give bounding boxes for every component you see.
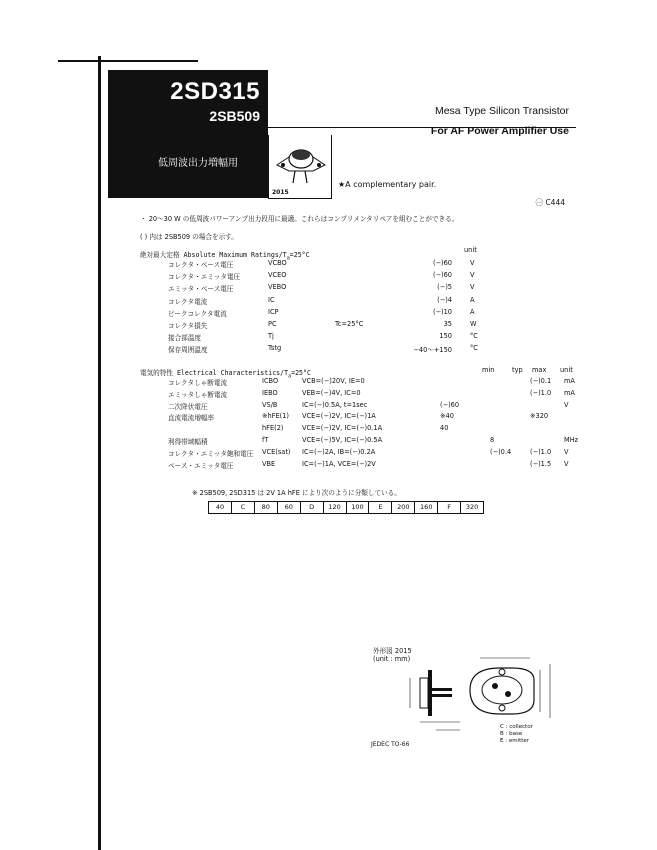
abs-max-heading: 絶対最大定格 Absolute Maximum Ratings/$T_a=25^\circ C$ (140, 251, 310, 262)
elec-param-min: (−)60 (440, 400, 460, 409)
abs-param-symbol: VCEO (268, 271, 287, 280)
left-margin-rule (98, 56, 101, 850)
abs-param-value: 35 (443, 320, 452, 328)
transistor-type: Mesa Type Silicon Transistor (434, 105, 569, 117)
hfe-rank-cell: 100 (347, 502, 370, 513)
abs-param-unit: V (470, 283, 475, 292)
elec-param-condition: VCE=(−)2V, IC=(−)1A (302, 412, 376, 421)
abs-param-name: コレクタ・エミッタ電圧 (168, 273, 241, 282)
abs-param-value: (−)60 (432, 259, 452, 267)
abs-param-unit: W (470, 320, 477, 328)
elec-param-symbol: ※hFE(1) (262, 412, 290, 421)
elec-param-symbol: fT (262, 436, 269, 444)
elec-param-unit: mA (564, 377, 575, 385)
elec-param-max: (−)1.5 (530, 459, 552, 468)
abs-param-name: 接合部温度 (168, 334, 201, 343)
abs-param-symbol: ICP (268, 307, 279, 316)
elec-param-symbol: VCE(sat) (262, 447, 291, 456)
abs-param-unit: V (470, 259, 475, 267)
elec-param-symbol: VBE (262, 459, 276, 468)
package-title: 外形図 2015 (373, 647, 412, 655)
elec-param-symbol: VS/B (262, 400, 278, 409)
legend-base: B : base (500, 731, 523, 737)
hfe-rank-cell: 200 (392, 502, 415, 513)
elec-param-name: 利得帯域幅積 (168, 438, 208, 446)
abs-param-name: コレクタ電流 (168, 297, 208, 306)
elec-param-condition: IC=(−)0.5A, t=1sec (302, 400, 368, 409)
abs-param-name: エミッタ・ベース電圧 (168, 285, 234, 294)
abs-param-symbol: VEBO (268, 283, 287, 292)
abs-param-name: ピークコレクタ電流 (168, 309, 227, 318)
abs-param-name: コレクタ損失 (168, 322, 208, 330)
elec-param-symbol: IEBO (262, 388, 278, 397)
abs-param-unit: A (470, 307, 475, 316)
legend-emitter: E : emitter (500, 738, 530, 744)
abs-param-value: 150 (439, 332, 452, 341)
elec-param-name: ベース・エミッタ電圧 (168, 461, 234, 470)
part-number-complement: 2SB509 (209, 108, 260, 124)
hfe-rank-cell: 320 (465, 503, 479, 511)
elec-heading: 電気的特性 Electrical Characteristics/$T_a=25^\circ C$ (140, 369, 311, 380)
document-code: ㊀ C444 (535, 198, 565, 207)
hfe-rank-cell: E (369, 502, 392, 513)
elec-param-max: (−)1.0 (530, 388, 552, 397)
elec-param-typ: (−)0.4 (490, 447, 512, 456)
elec-param-unit: mA (564, 388, 575, 397)
intro-line-1: ・ 20～30 W の低周波パワーアンプ出力段用に最適。これらはコンプリメンタリペアを組むことができる。 (140, 215, 459, 223)
elec-param-min: 40 (440, 424, 449, 433)
elec-param-unit: V (564, 400, 569, 409)
jedec-label: JEDEC TO-66 (371, 741, 410, 748)
package-label: 2015 (272, 189, 289, 196)
hfe-rank-cell: 120 (324, 502, 347, 513)
hfe-rank-cell: 80 (255, 502, 278, 513)
elec-param-min: ※40 (440, 412, 454, 421)
abs-param-name: コレクタ・ベース電圧 (168, 261, 234, 269)
abs-param-symbol: PC (268, 320, 277, 328)
abs-param-condition: Tc=25°C (335, 320, 364, 328)
top-margin-rule (58, 60, 198, 62)
abs-max-unit-header: unit (464, 246, 477, 254)
abs-param-symbol: IC (268, 295, 275, 304)
elec-param-name: 直流電流増幅率 (168, 414, 215, 423)
transistor-image-box (268, 135, 332, 199)
abs-param-unit: V (470, 271, 475, 280)
intro-line-2: ( ) 内は 2SB509 の場合を示す。 (140, 233, 238, 241)
abs-param-value: (−)4 (437, 295, 452, 304)
abs-param-name: 保存周囲温度 (168, 346, 208, 355)
package-legend (500, 724, 533, 745)
abs-param-value: (−)5 (437, 283, 452, 292)
elec-param-condition: IC=(−)2A, IB=(−)0.2A (302, 447, 376, 456)
complementary-note: ★A complementary pair. (338, 180, 437, 189)
elec-param-name: コレクタしゃ断電流 (168, 379, 228, 387)
part-number-main: 2SD315 (170, 78, 260, 105)
elec-param-name: コレクタ・エミッタ飽和電圧 (168, 449, 254, 458)
abs-param-unit: °C (470, 344, 478, 353)
elec-param-unit: MHz (564, 436, 579, 444)
hfe-rank-cell: 40 (209, 502, 232, 513)
hfe-rank-cell: D (301, 502, 324, 513)
package-unit: (unit : mm) (373, 655, 411, 663)
abs-param-symbol: Tstg (268, 344, 282, 353)
package-outline-drawing (400, 650, 560, 745)
elec-param-condition: VCE=(−)5V, IC=(−)0.5A (302, 436, 383, 444)
hfe-note: ※ 2SB509, 2SD315 は 2V 1A hFE により次のように分類している。 (192, 489, 401, 497)
hfe-rank-table (208, 501, 484, 514)
abs-param-value: (−)60 (432, 271, 452, 280)
col-unit: unit (560, 366, 573, 374)
elec-param-symbol: hFE(2) (262, 424, 284, 433)
abs-param-value: (−)10 (432, 307, 452, 316)
col-min: min (482, 366, 495, 374)
elec-param-condition: IC=(−)1A, VCE=(−)2V (302, 459, 376, 468)
col-typ: typ (512, 366, 523, 374)
elec-param-condition: VEB=(−)4V, IC=0 (302, 388, 361, 397)
hfe-rank-cell: C (232, 502, 255, 513)
abs-param-symbol: VCBO (268, 259, 287, 267)
elec-param-condition: VCB=(−)20V, IE=0 (302, 377, 365, 385)
application-title: For AF Power Amplifier Use (430, 125, 569, 137)
abs-param-symbol: Tj (268, 332, 274, 341)
legend-collector: C : collector (500, 724, 533, 730)
abs-param-value: −40～+150 (413, 346, 452, 355)
hfe-rank-cell: 160 (415, 502, 438, 513)
japanese-title: 低周波出力増幅用 (158, 158, 238, 169)
elec-param-unit: V (564, 447, 569, 456)
col-max: max (532, 366, 547, 374)
elec-param-max: ※320 (530, 412, 549, 421)
part-number-box (108, 70, 268, 198)
elec-param-name: エミッタしゃ断電流 (168, 390, 228, 399)
abs-param-unit: °C (470, 332, 478, 341)
transistor-image (269, 137, 331, 187)
hfe-rank-cell: 60 (278, 502, 301, 513)
elec-param-condition: VCE=(−)2V, IC=(−)0.1A (302, 424, 383, 433)
elec-param-symbol: ICBO (262, 377, 279, 385)
elec-param-typ: 8 (490, 436, 495, 444)
abs-param-unit: A (470, 295, 475, 304)
hfe-rank-cell: F (438, 502, 461, 513)
elec-param-max: (−)0.1 (530, 377, 552, 385)
elec-param-max: (−)1.0 (530, 447, 552, 456)
elec-param-name: 二次降伏電圧 (168, 402, 208, 411)
elec-param-unit: V (564, 459, 569, 468)
